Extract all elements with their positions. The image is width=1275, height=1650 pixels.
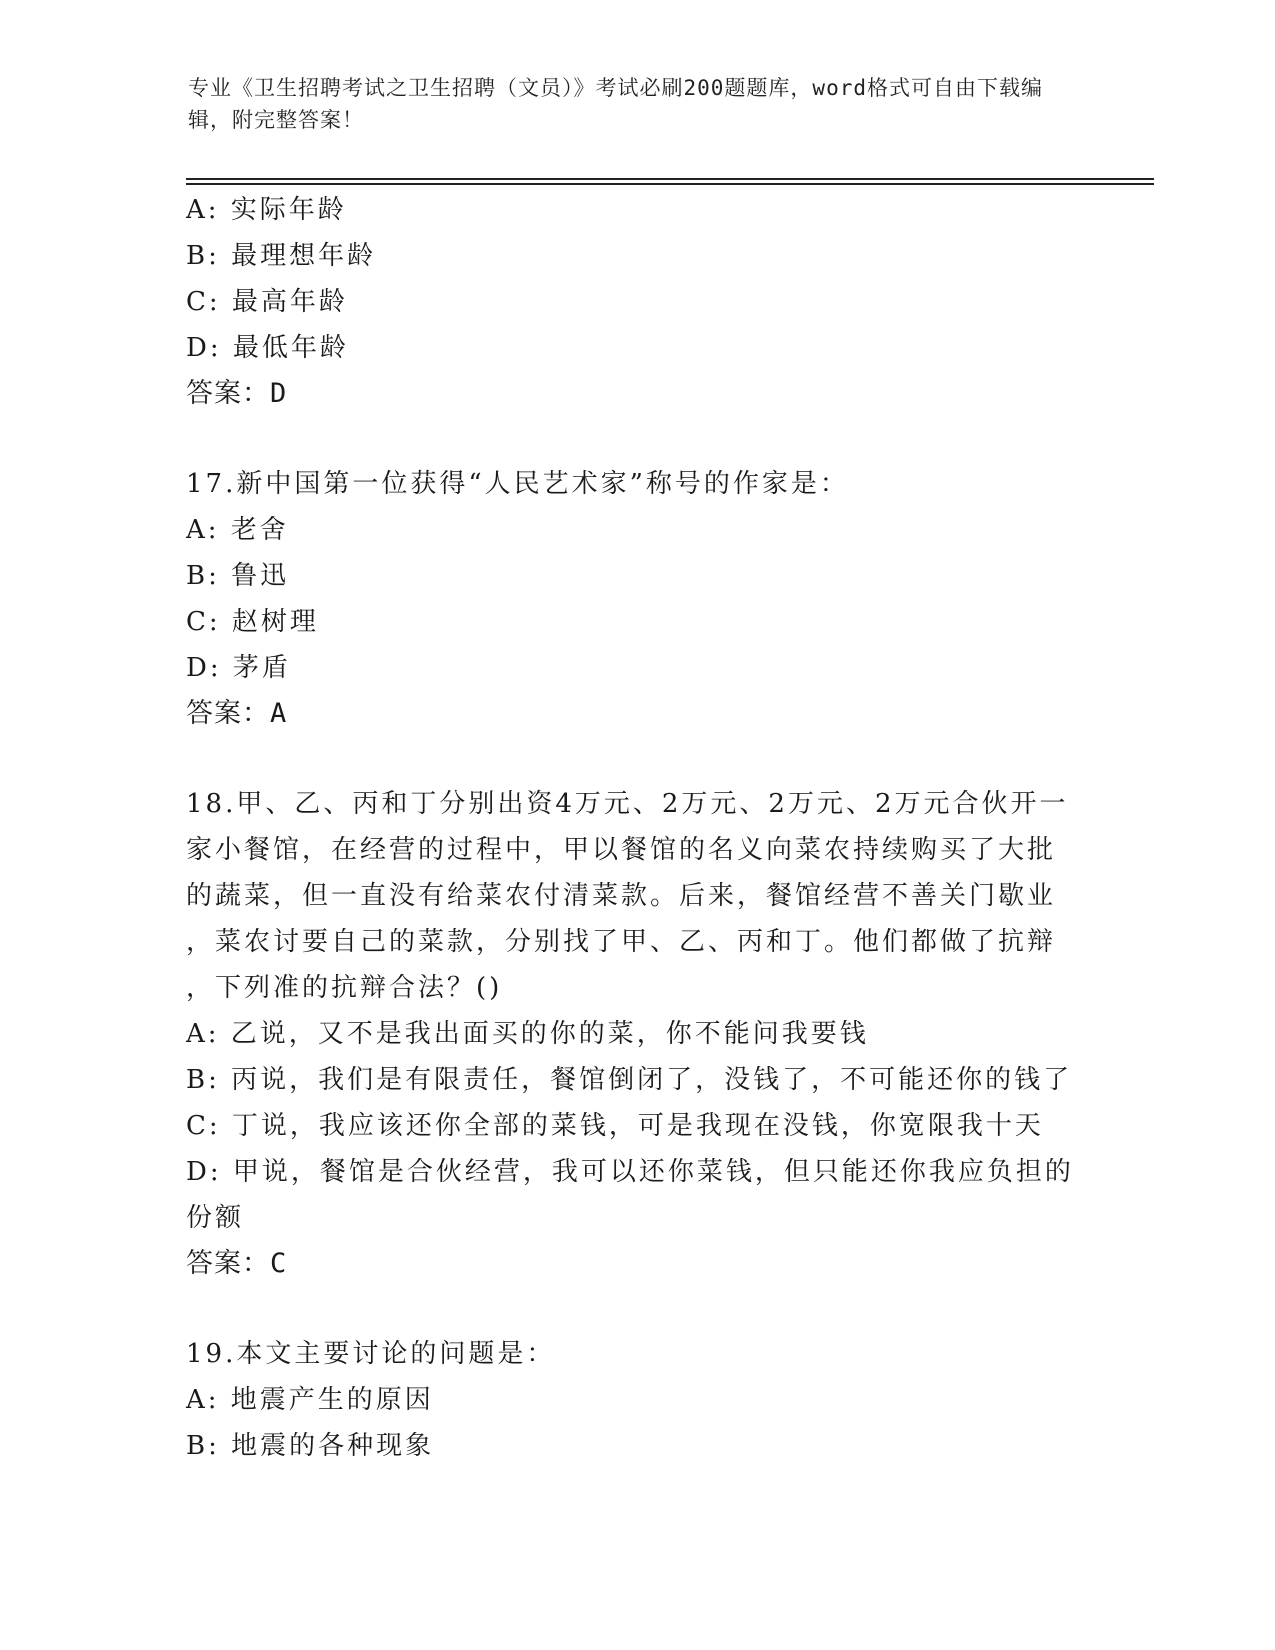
- document-header: 专业《卫生招聘考试之卫生招聘（文员）》考试必刷200题题库，word格式可自由下载编辑，附完整答案！: [188, 76, 1043, 132]
- question-content: [186, 187, 1086, 1469]
- question-text-line: 的蔬菜，但一直没有给菜农付清菜款。后来，餐馆经营不善关门歇业: [186, 881, 1057, 911]
- spacer: [186, 417, 1086, 461]
- option-c: C: 最高年龄: [186, 287, 348, 317]
- option-d: D: 茅盾: [186, 653, 291, 683]
- question-16-continued: [186, 187, 1086, 417]
- option-d: D: 最低年龄: [186, 333, 349, 363]
- option-b: B: 鲁迅: [186, 561, 290, 591]
- option-d: D: 甲说，餐馆是合伙经营，我可以还你菜钱，但只能还你我应负担的: [186, 1157, 1074, 1187]
- option-a: A: 乙说，又不是我出面买的你的菜，你不能问我要钱: [186, 1019, 869, 1049]
- answer-line: 答案：D: [186, 378, 288, 409]
- question-text-line: 家小餐馆，在经营的过程中，甲以餐馆的名义向菜农持续购买了大批: [186, 835, 1057, 865]
- option-c: C: 丁说，我应该还你全部的菜钱，可是我现在没钱，你宽限我十天: [186, 1111, 1044, 1141]
- option-c: C: 赵树理: [186, 607, 319, 637]
- question-text-line: 18.甲、乙、丙和丁分别出资4万元、2万元、2万元、2万元合伙开一: [186, 789, 1069, 819]
- option-a: A: 实际年龄: [186, 195, 347, 225]
- answer-line: 答案：C: [186, 1248, 288, 1279]
- header-rule-top: [186, 178, 1154, 180]
- option-d-continued: 份额: [186, 1203, 245, 1233]
- option-b: B: 最理想年龄: [186, 241, 377, 271]
- question-text: 19.本文主要讨论的问题是：: [186, 1339, 556, 1369]
- question-text: 17.新中国第一位获得“人民艺术家”称号的作家是：: [186, 469, 849, 499]
- spacer: [186, 737, 1086, 781]
- option-b: B: 丙说，我们是有限责任，餐馆倒闭了，没钱了，不可能还你的钱了: [186, 1065, 1073, 1095]
- option-b: B: 地震的各种现象: [186, 1431, 435, 1461]
- header-rule-bottom: [186, 183, 1154, 185]
- option-a: A: 老舍: [186, 515, 289, 545]
- question-text-line: ，下列准的抗辩合法？(): [186, 973, 503, 1003]
- question-19: [186, 1331, 1086, 1469]
- question-17: [186, 461, 1086, 737]
- question-18: [186, 781, 1086, 1287]
- spacer: [186, 1287, 1086, 1331]
- option-a: A: 地震产生的原因: [186, 1385, 434, 1415]
- answer-line: 答案：A: [186, 698, 288, 729]
- question-text-line: ，菜农讨要自己的菜款，分别找了甲、乙、丙和丁。他们都做了抗辩: [186, 927, 1057, 957]
